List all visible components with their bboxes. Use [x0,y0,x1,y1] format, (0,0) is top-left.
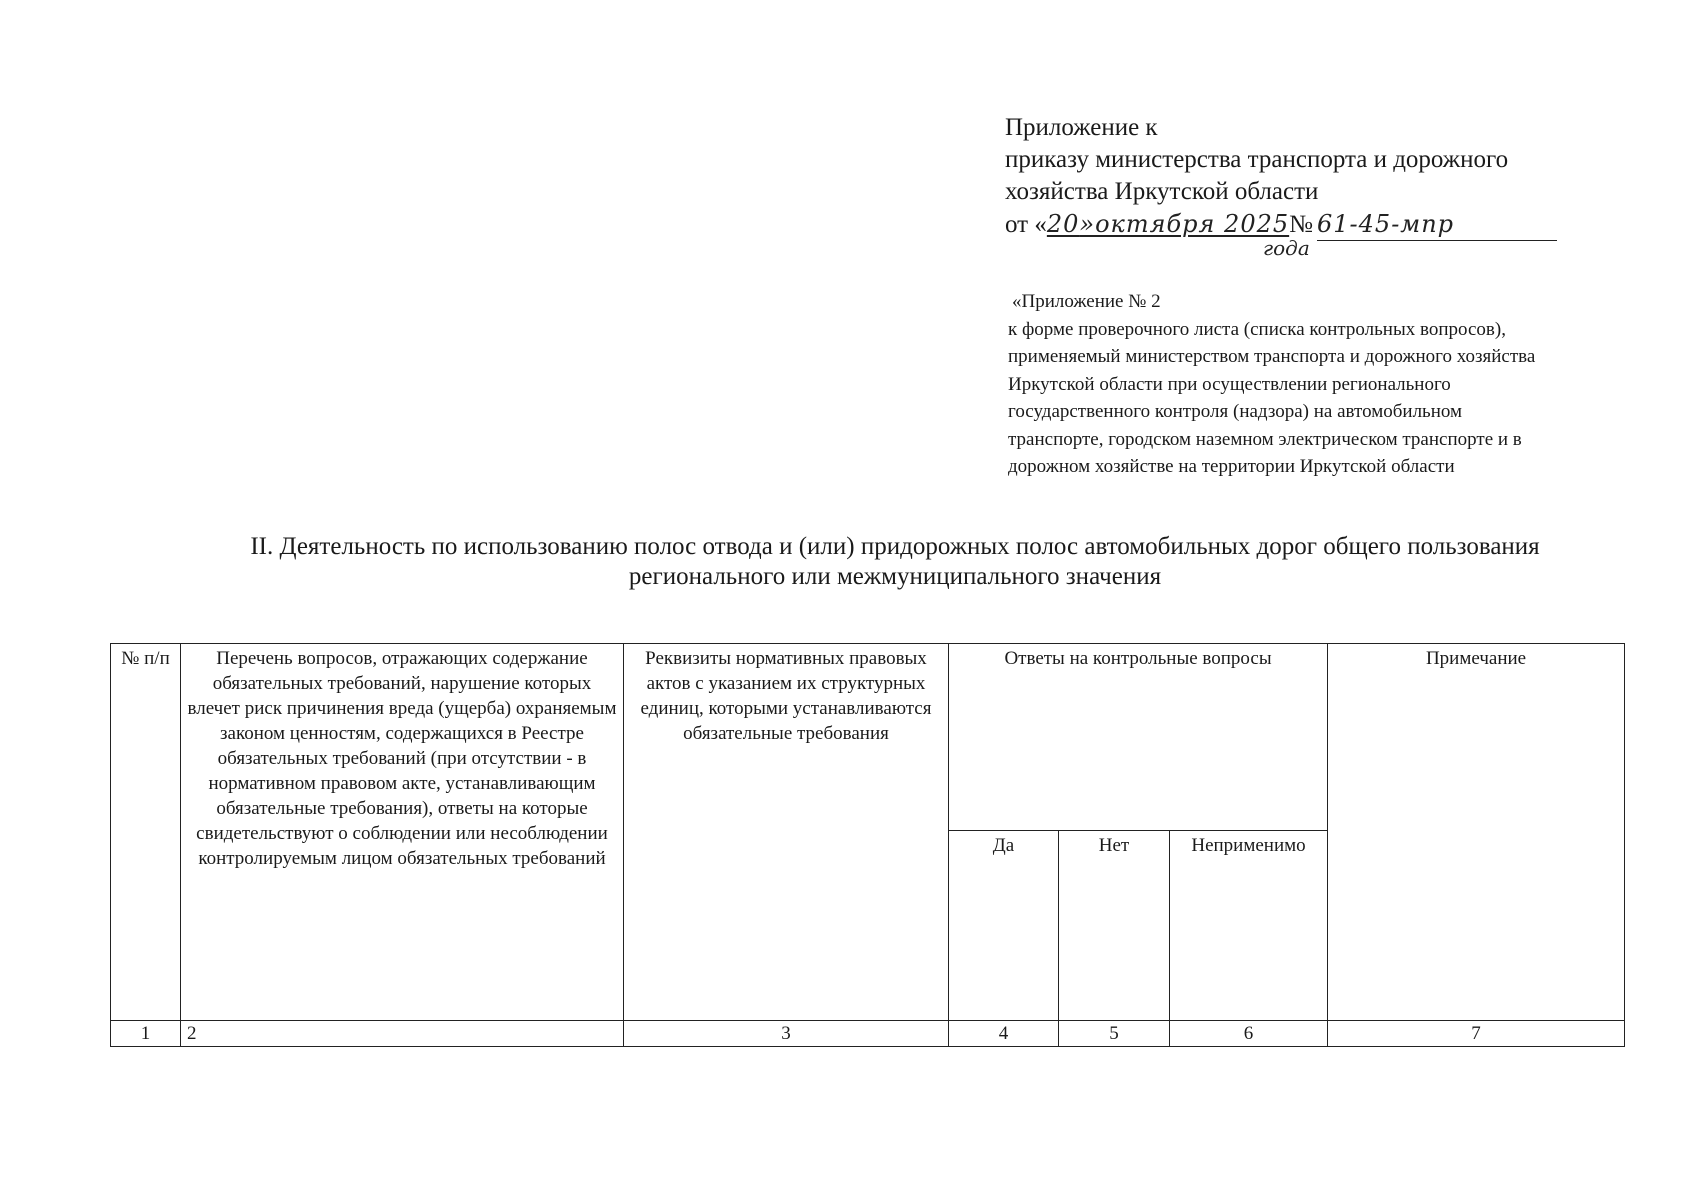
header-questions: Перечень вопросов, отражающих содержание обязательных требований, нарушение которых влечет риск причинения вреда (ущерба) охраняемым законом ценностям, содержащихся в Реестре обязательных требований (при отсутствии - в нормативном правовом акте, устанавливающим обязательные требования), ответы на которые свидетельствуют о соблюдении или несоблюдении контролируемым лицом обязательных требований [181,644,624,1021]
column-number: 2 [181,1021,624,1047]
column-number: 7 [1328,1021,1625,1047]
column-number: 3 [624,1021,949,1047]
order-day-handwritten: 20 [1046,210,1080,238]
header-answers: Ответы на контрольные вопросы [949,644,1328,831]
column-number-row [111,1021,1625,1047]
order-month-year-handwritten: »октября 2025 [1079,210,1290,238]
header-no: Нет [1059,831,1170,1021]
column-number: 5 [1059,1021,1170,1047]
appendix-line: транспорте, городском наземном электрическом транспорте и в [1008,428,1522,450]
section-title-line-1: II. Деятельность по использованию полос отвода и (или) придорожных полос автомобильных дорог общего пользования [250,533,1540,560]
header-yes: Да [949,831,1059,1021]
order-number-handwritten: 61-45-мпр [1317,208,1557,241]
table-header-row [111,644,1625,831]
appendix-line: к форме проверочного листа (списка контрольных вопросов), [1008,318,1506,340]
appendix-line: государственного контроля (надзора) на автомобильном [1008,401,1463,422]
header-num: № п/п [111,644,181,1021]
column-number: 6 [1170,1021,1328,1047]
appendix-note [1008,288,1668,481]
order-date-prefix: от « [1005,211,1047,238]
header-line-3: хозяйства Иркутской области [1005,178,1319,205]
header-line-2: приказу министерства транспорта и дорожного [1005,146,1509,173]
order-date-number-line [1005,208,1645,260]
appendix-line: применяемый министерством транспорта и дорожного хозяйства [1008,346,1536,367]
header-note: Примечание [1328,644,1625,1021]
header-line-1: Приложение к [1005,114,1158,141]
order-goda-handwritten: года [1263,236,1310,260]
header-not-applicable: Неприменимо [1170,831,1328,1021]
header-requisites: Реквизиты нормативных правовых актов с указанием их структурных единиц, которыми устанавливаются обязательные требования [624,644,949,1021]
checklist-table [110,643,1625,1047]
appendix-line: Иркутской области при осуществлении регионального [1008,373,1451,395]
appendix-title: «Приложение № 2 [1012,291,1161,312]
order-header [1005,112,1645,260]
order-number-label: № [1289,211,1313,238]
column-number: 1 [111,1021,181,1047]
section-title-line-2: регионального или межмуниципального значения [628,563,1162,590]
column-number: 4 [949,1021,1059,1047]
appendix-line: дорожном хозяйстве на территории Иркутской области [1008,456,1455,477]
section-title [105,532,1685,592]
